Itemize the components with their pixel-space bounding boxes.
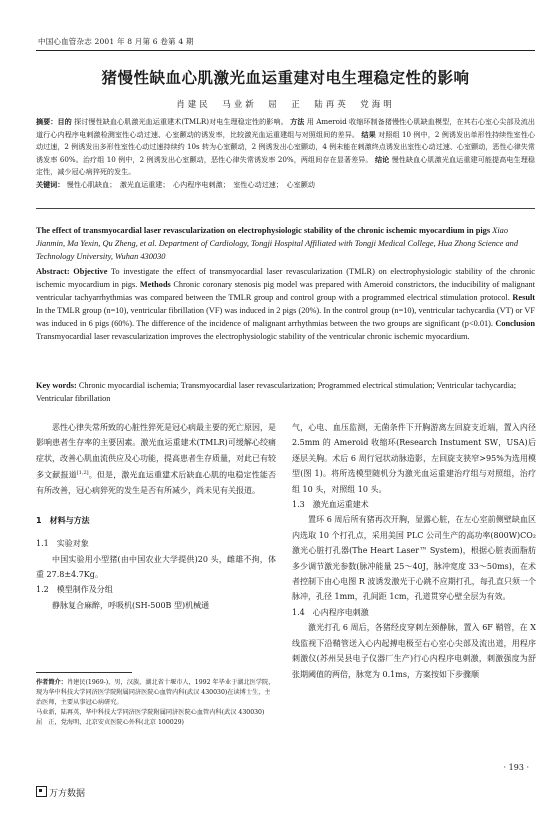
paragraph: 激光打孔 6 周后，各猪经皮穿刺左颈静脉，置入 6F 鞘管，在 X 线监视下沿鞘管送入心内起搏电极至右心室心尖部及流出道，用程序刺激仪(苏州吴县电子仪器厂生产)行心内程序电刺激，刺激强度为舒张期阈值的两倍，脉宽为 0.1ms，方案按如下步骤顺	[292, 623, 536, 679]
paragraph: 气，心电、血压监测，无菌条件下开胸游离左回旋支近端，置入内径 2.5mm 的 Ameroid 收缩环(Research Instument SW，USA)后逐层关胸。术后 6 周行冠状动脉造影，左回旋支狭窄>95%为选用模型(图 1)。将所选模型随机分为激光血运重建治疗组与对照组，治疗组 10 头，对照组 10 头。	[292, 423, 536, 494]
en-result-label: Result	[512, 293, 536, 302]
running-head: 中国心血管杂志 2001 年 8 月第 6 卷第 4 期	[38, 37, 194, 46]
subsection-heading: 1.1 实验对象	[36, 539, 89, 549]
chinese-abstract	[36, 116, 535, 191]
abstract-objective: 探讨慢性缺血心肌激光血运重建术(TMLR)对电生理稳定性的影响。	[74, 117, 288, 126]
subsection-heading: 1.4 心内程序电刺激	[292, 607, 369, 617]
intro-text-tail: 。但是，激光血运重建术后缺血心肌的电稳定性能否有所改善，冠心病猝死的发生是否有所减少，尚未见有关报道。	[36, 470, 277, 496]
abstract-result: 对照组 10 例中，2 例诱发出单形性持续性室性心动过速，2 例诱发出多形性室性心动过速持续约 10s 转为心室颤动，2 例诱发出心室颤动，4 例未能在刺激终点诱发出室性心动过速、心室颤动，恶性心律失常诱发率 60%。治疗组 10 例中，2 例诱发出心室颤动，恶性心律失常诱发率 20%，两组间存在显著差异。	[36, 129, 535, 164]
paragraph: 置环 6 周后所有猪再次开胸，显露心脏，在左心室前侧壁缺血区内选取 10 个打孔点，采用美国 PLC 公司生产的高功率(800W)CO₂ 激光心脏打孔器(The Heart Laser™ System)，根据心脏表面脂肪多少调节激光参数(脉冲能量 25～40J，脉冲宽度 33～50ms)，在术者控制下由心电图 R 波诱发激光于心跳不应期打孔，每孔直只须一个脉冲，孔径 1mm，孔间距 1cm，孔道贯穿心壁全层为有效。	[292, 515, 536, 602]
english-keywords	[36, 379, 535, 405]
en-conclusion-label: Conclusion	[495, 319, 536, 328]
english-authors-affiliation: Xiao Jianmin, Ma Yexin, Qu Zheng, et al. Department of Cardiology, Tongji Hospital Affiliated with Tongji Medical College, Hua Zhong Science and Technology University, Wuhan 430030	[36, 226, 519, 261]
citation: [1,2]	[76, 470, 89, 477]
en-keywords-text: Chronic myocardial ischemia; Transmyocardial laser revascularization; Programmed electrical stimulation; Ventricular tachycardia; Ventricular fibrillation	[36, 381, 517, 403]
paragraph: 中国实验用小型猪(由中国农业大学提供)20 头，雌雄不拘，体重 27.8±4.7Kg。	[36, 554, 276, 579]
english-abstract	[36, 265, 535, 343]
en-conclusion: Transmyocardial laser revascularization improves the electrophysiologic stability of the ventricular chronic ischemic myocardium.	[36, 332, 470, 341]
author-list: 肖建民 马业新 屈 正 陆再英 党海明	[176, 100, 395, 110]
footnote-text: 马业新，陆再英，华中科技大学同济医学院附属同济医院心血管内科(武汉 430030)	[36, 709, 265, 716]
body-column-left	[36, 420, 276, 613]
en-methods-label: Methods	[139, 280, 171, 289]
en-methods: Chronic coronary stenosis pig model was prepared with Ameroid constrictors, the inducibility of malignant ventricular tachyarrhythmias was compared between the TMLR group and control group with a programmed electrical stimulation protocol.	[36, 280, 535, 302]
logo-icon	[36, 786, 47, 797]
page-number: · 193 ·	[503, 763, 529, 772]
intro-paragraph	[36, 420, 276, 499]
en-result: In the TMLR group (n=10), ventricular fibrillation (VF) was induced in 2 pigs (20%). In the control group (n=10), ventricular tachycardia (VT) or VF was induced in 6 pigs (60%). The difference of the incidence of malignant arrhythmias between the two groups are significant (p<0.01).	[36, 306, 535, 328]
en-objective: To investigate the effect of transmyocardial laser revascularization (TMLR) on electrophysiologic stability of the chronic ischemic myocardium in pigs.	[36, 267, 535, 289]
abstract-method: 用 Ameroid 收缩环制备猪慢性心肌缺血模型，在其右心室心尖部及流出道行心内程序电刺激检测室性心动过速、心室颤动的诱发率，比较激光血运重建组与对照组间的差异。	[36, 117, 536, 139]
article-title: 猪慢性缺血心肌激光血运重建对电生理稳定性的影响	[101, 69, 470, 87]
footnote-text: 屈 正，党海明，北京安贞医院心外科(北京 100029)	[36, 719, 184, 726]
en-keywords-label: Key words:	[36, 381, 77, 390]
english-title-block	[36, 224, 535, 263]
section-divider	[36, 208, 535, 209]
abstract-conclusion: 慢性缺血心肌激光血运重建可能提高电生理稳定性，减少冠心病猝死的发生。	[36, 154, 535, 176]
keywords-text: 慢性心肌缺血； 激光血运重建； 心内程序电刺激； 室性心动过速； 心室颤动	[66, 179, 315, 189]
en-objective-label: Objective	[73, 267, 108, 276]
footnote-rule	[36, 672, 132, 673]
author-footnote	[36, 678, 276, 728]
subsection-heading: 1.3 激光血运重建术	[292, 500, 369, 510]
abstract-conclusion-label: 结论	[374, 154, 390, 164]
en-abstract-label: Abstract:	[36, 267, 70, 276]
intro-text: 恶性心律失常所致的心脏性猝死是冠心病最主要的死亡原因，是影响患者生存率的主要因素。激光血运重建术(TMLR)可缓解心绞痛症状，改善心肌血流供应及心功能，提高患者生存质量，对此已有较多文献报道	[36, 423, 276, 480]
logo-text: 万方数据	[49, 789, 86, 799]
section-heading: 1 材料与方法	[36, 515, 90, 525]
footnote-label: 作者简介：	[36, 679, 67, 686]
keywords-label: 关键词：	[36, 179, 65, 189]
header-rule	[36, 50, 535, 51]
abstract-label: 摘要：目的	[36, 117, 72, 126]
footnote-text: 肖建民(1969-)，男，汉族，湖北省十堰市人，1992 年毕业于湖北医学院，现为华中科技大学同济医学院附属同济医院心血管内科(武汉 430030)在读博士生，主治医师，主要从事冠心病研究。	[36, 679, 275, 706]
body-column-right	[292, 420, 536, 682]
english-title: The effect of transmyocardial laser revascularization on electrophysiologic stability of the chronic ischemic myocardium in pigs	[36, 226, 491, 235]
paragraph: 静脉复合麻醉，呼吸机(SH-500B 型)机械通	[52, 600, 210, 610]
subsection-heading: 1.2 模型制作及分组	[36, 585, 113, 595]
wanfang-logo	[36, 786, 85, 799]
abstract-method-label: 方法	[290, 117, 305, 126]
abstract-result-label: 结果	[361, 129, 376, 139]
